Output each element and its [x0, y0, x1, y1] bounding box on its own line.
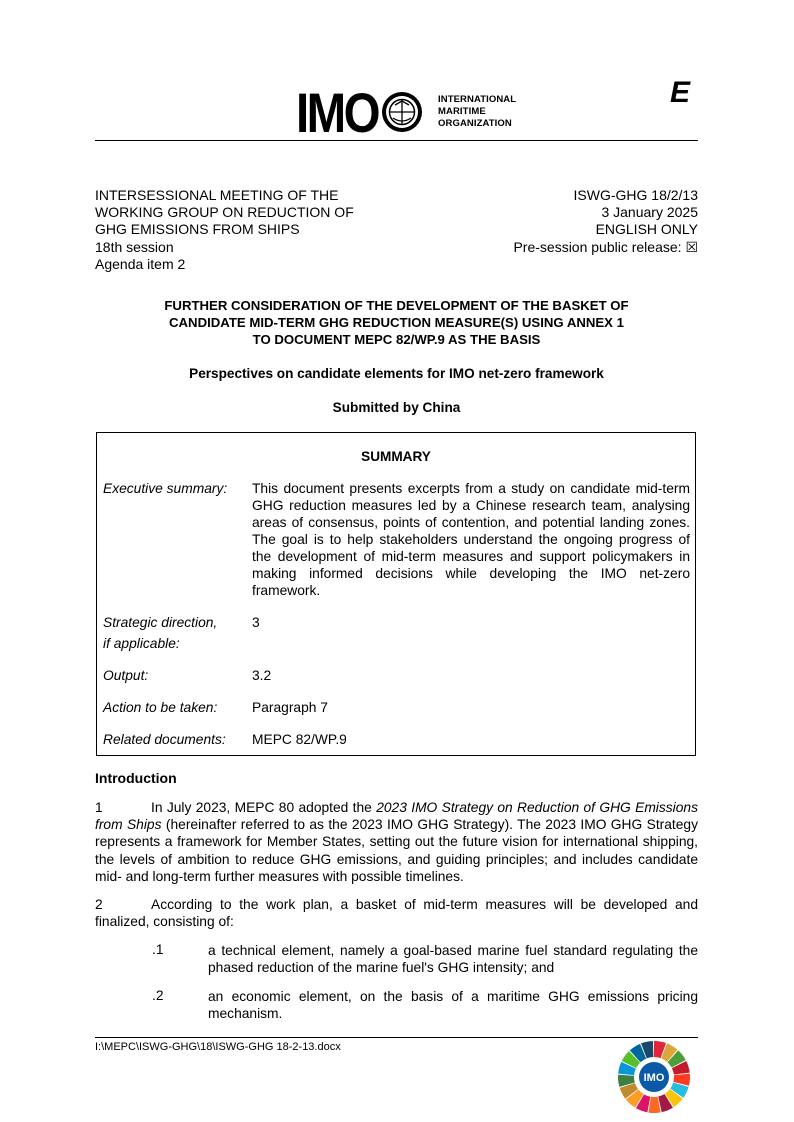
- list-item: a technical element, namely a goal-based marine fuel standard regulating the phased reduction of the marine fuel's GHG intensity; and: [208, 943, 698, 976]
- document-language: ENGLISH ONLY: [595, 221, 698, 238]
- footer-divider: [95, 1037, 698, 1038]
- imo-emblem-icon: [382, 92, 422, 132]
- list-item: an economic element, on the basis of a maritime GHG emissions pricing mechanism.: [208, 989, 698, 1022]
- org-name-line: MARITIME: [438, 106, 486, 117]
- submitted-by: Submitted by China: [332, 400, 461, 415]
- title-line: FURTHER CONSIDERATION OF THE DEVELOPMENT OF THE BASKET OF: [164, 298, 629, 313]
- related-documents-value: MEPC 82/WP.9: [252, 732, 347, 747]
- paragraph-number: 2: [95, 897, 103, 912]
- meeting-line: WORKING GROUP ON REDUCTION OF: [95, 204, 354, 221]
- meeting-line: INTERSESSIONAL MEETING OF THE: [95, 187, 339, 203]
- document-subtitle: Perspectives on candidate elements for IMO net-zero framework: [189, 366, 604, 381]
- strategic-direction-label: Strategic direction,: [103, 615, 218, 630]
- document-meta: [513, 187, 698, 256]
- introduction-heading: Introduction: [95, 770, 177, 786]
- file-path: I:\MEPC\ISWG-GHG\18\ISWG-GHG 18-2-13.docx: [95, 1041, 341, 1053]
- release-status: [513, 239, 698, 256]
- action-label: Action to be taken:: [103, 700, 218, 715]
- release-label: Pre-session public release:: [513, 238, 682, 255]
- imo-logo-wordmark: IMO: [296, 88, 380, 138]
- release-checkbox-icon: ☒: [685, 238, 698, 255]
- executive-summary-label: Executive summary:: [103, 481, 228, 496]
- sdg-wheel-segment: [648, 1097, 660, 1113]
- paragraph-text: According to the work plan, a basket of mid-term measures will be developed and finalized, consisting of:: [95, 897, 698, 930]
- org-name: [438, 94, 516, 130]
- list-item-number: .1: [152, 942, 164, 957]
- paragraph-text: In July 2023, MEPC 80 adopted the: [151, 800, 377, 815]
- output-value: 3.2: [252, 668, 272, 683]
- paragraph-1: [95, 799, 698, 885]
- list-item-number: .2: [152, 988, 164, 1003]
- title-line: TO DOCUMENT MEPC 82/WP.9 AS THE BASIS: [252, 332, 541, 347]
- executive-summary-text: This document presents excerpts from a study on candidate mid-term GHG reduction measures led by a Chinese research team, analysing areas of consensus, points of contention, and potential landing zones. The goal is to help stakeholders understand the ongoing progress of the development of mid-term measures and support policymakers in making informed decisions while developing the IMO net-zero framework.: [252, 481, 690, 598]
- paragraph-text: (hereinafter referred to as the 2023 IMO GHG Strategy). The 2023 IMO GHG Strategy represents a framework for Member States, setting out the future vision for international shipping, the levels of ambition to reduce GHG emissions, and guiding principles; and includes candidate mid- and long-term further measures with possible timelines.: [95, 817, 698, 884]
- strategic-direction-value: 3: [252, 615, 260, 630]
- org-name-line: ORGANIZATION: [438, 118, 512, 129]
- strategic-direction-label-2: if applicable:: [103, 636, 180, 651]
- title-line: CANDIDATE MID-TERM GHG REDUCTION MEASURE(S) USING ANNEX 1: [169, 315, 624, 330]
- document-date: 3 January 2025: [601, 204, 698, 221]
- header-divider: [95, 140, 698, 141]
- document-number: ISWG-GHG 18/2/13: [573, 187, 698, 203]
- agenda-item: Agenda item 2: [95, 255, 186, 272]
- meeting-info: [95, 187, 354, 273]
- strategy-title: 2023 IMO Strategy on Reduction of GHG Emissions from Ships: [95, 800, 698, 833]
- paragraph-number: 1: [95, 800, 103, 815]
- summary-heading: SUMMARY: [361, 449, 431, 464]
- language-code: E: [670, 76, 691, 109]
- paragraph-2: [95, 896, 698, 930]
- document-title: [95, 297, 698, 348]
- output-label: Output:: [103, 668, 149, 683]
- meeting-line: GHG EMISSIONS FROM SHIPS: [95, 221, 300, 238]
- session: 18th session: [95, 238, 174, 255]
- action-value: Paragraph 7: [252, 700, 328, 715]
- sdg-wheel-icon: [617, 1040, 691, 1114]
- org-name-line: INTERNATIONAL: [438, 94, 517, 105]
- sdg-logo-text: IMO: [643, 1072, 665, 1084]
- related-documents-label: Related documents:: [103, 732, 226, 747]
